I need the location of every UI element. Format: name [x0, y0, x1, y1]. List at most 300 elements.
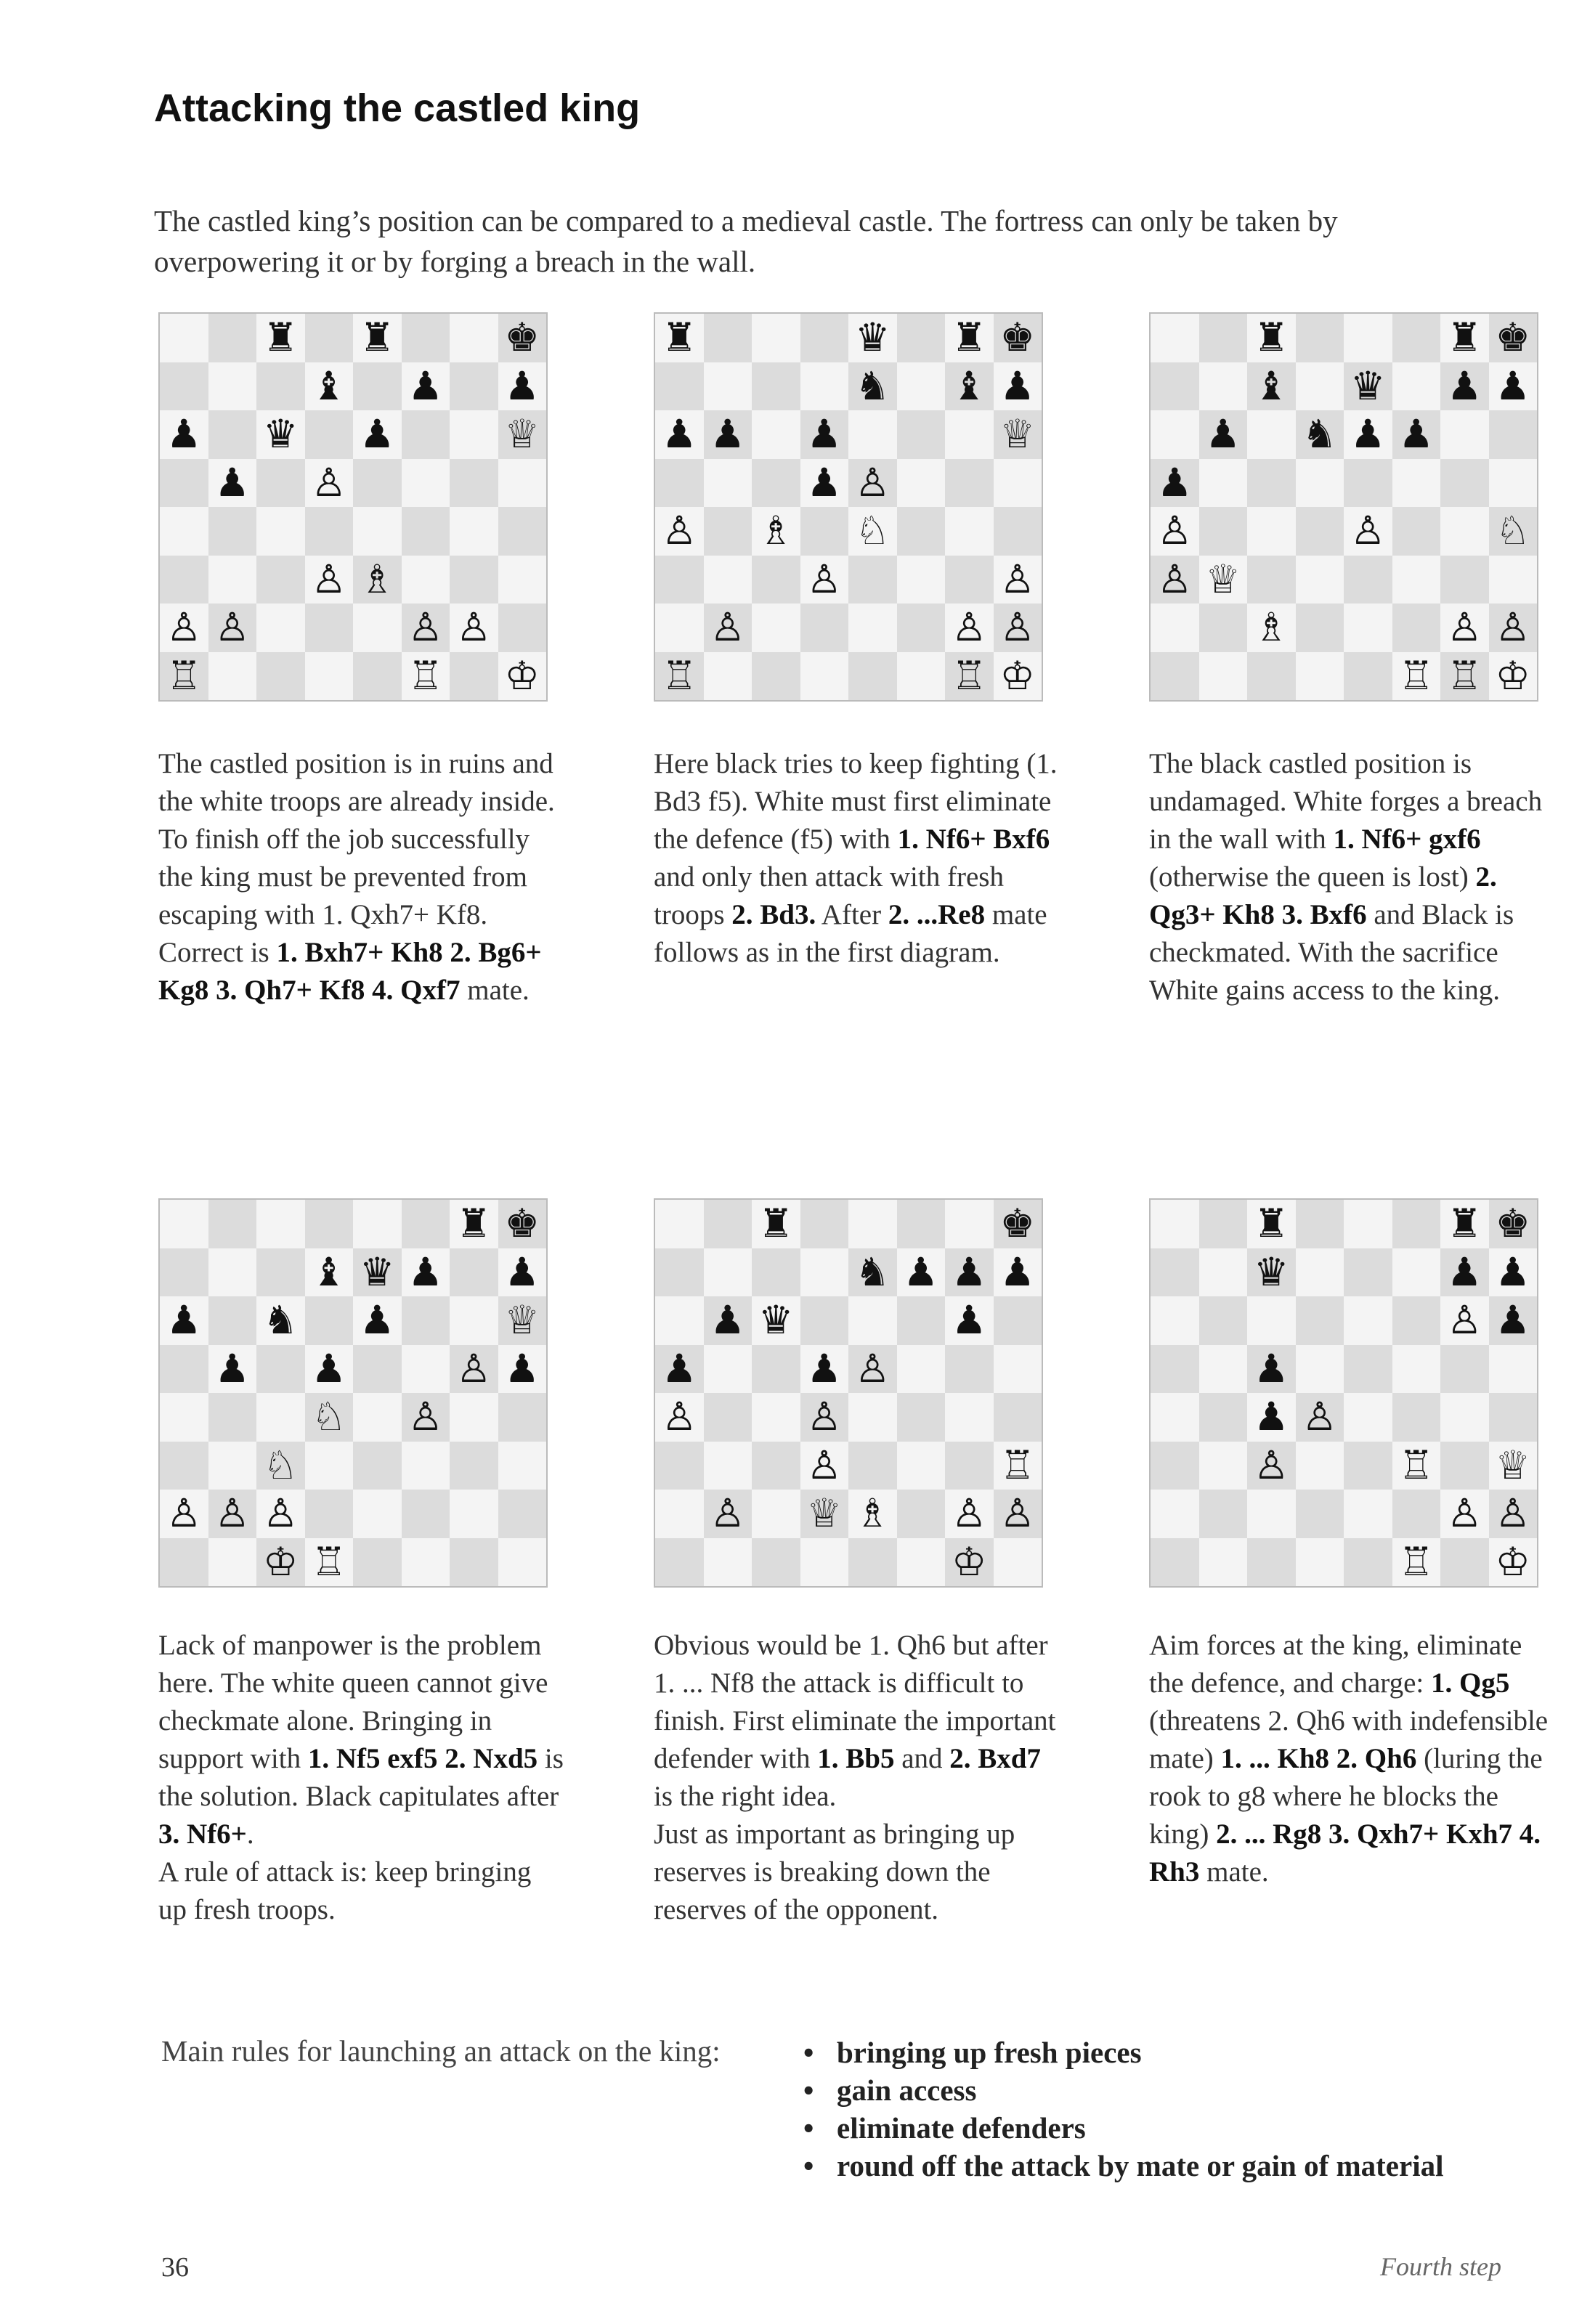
- board-square: [160, 410, 208, 459]
- board-square: [800, 1490, 849, 1538]
- board-square: [897, 459, 946, 508]
- board-square: [402, 362, 450, 411]
- board-square: [1440, 362, 1489, 411]
- diagram-1-caption: The castled position is in ruins and the white troops are already inside. To finish off the job successfully the king must be prevented from escaping with 1. Qxh7+ Kf8. Correct is 1. Bxh7+ Kh8 2. Bg6+ Kg8 3. Qh7+ Kf8 4. Qxf7 mate.: [158, 748, 555, 1006]
- board-square: [1151, 652, 1199, 701]
- board-square: [160, 314, 208, 362]
- board-square: [752, 459, 800, 508]
- board-square: [353, 1296, 402, 1345]
- board-square: [994, 1442, 1042, 1490]
- board-square: [305, 1345, 354, 1394]
- board-square: [848, 459, 897, 508]
- board-square: [1344, 507, 1392, 556]
- black-pawn-icon: ♟: [1350, 411, 1386, 458]
- black-king-icon: ♚: [999, 1200, 1035, 1247]
- board-square: [353, 1248, 402, 1297]
- board-square: [1440, 604, 1489, 652]
- diagram-4-caption: Lack of manpower is the problem here. The white queen cannot give checkmate alone. Bringing in support with 1. Nf5 exf5 2. Nxd5 is the solution. Black capitulates after 3. Nf6+. A rule of attack is: keep bringing up fresh troops.: [158, 1630, 564, 1925]
- black-pawn-icon: ♟: [1398, 411, 1434, 458]
- board-square: [1344, 1393, 1392, 1442]
- white-pawn-icon: ♙: [214, 1490, 250, 1537]
- white-pawn-icon: ♙: [999, 604, 1035, 651]
- board-square: [256, 1248, 305, 1297]
- board-square: [704, 1345, 752, 1394]
- white-pawn-icon: ♙: [806, 1442, 842, 1488]
- board-square: [1296, 1538, 1344, 1587]
- board-square: [1151, 556, 1199, 604]
- black-rook-icon: ♜: [1254, 1200, 1289, 1247]
- black-pawn-icon: ♟: [806, 1345, 842, 1391]
- board-square: [450, 1296, 498, 1345]
- board-square: [1296, 604, 1344, 652]
- board-square: [1247, 1490, 1296, 1538]
- board-square: [305, 314, 354, 362]
- black-pawn-icon: ♟: [407, 362, 443, 409]
- board-square: [1489, 1393, 1538, 1442]
- board-square: [800, 362, 849, 411]
- board-square: [450, 314, 498, 362]
- board-square: [1199, 556, 1248, 604]
- white-rook-icon: ♖: [166, 652, 202, 699]
- board-square: [1247, 1200, 1296, 1248]
- black-rook-icon: ♜: [360, 314, 395, 361]
- white-pawn-icon: ♙: [311, 556, 346, 602]
- board-square: [1247, 1442, 1296, 1490]
- board-square: [1392, 1296, 1441, 1345]
- black-pawn-icon: ♟: [1254, 1345, 1289, 1391]
- black-pawn-icon: ♟: [166, 1297, 202, 1344]
- board-square: [402, 1490, 450, 1538]
- running-footer: Fourth step: [1380, 2252, 1501, 2281]
- board-square: [655, 1490, 704, 1538]
- board-square: [1489, 556, 1538, 604]
- board-square: [655, 556, 704, 604]
- rule-item: • eliminate defenders: [800, 2109, 1443, 2147]
- board-square: [208, 1200, 257, 1248]
- black-knight-icon: ♞: [855, 362, 891, 409]
- board-square: [402, 1296, 450, 1345]
- board-square: [655, 1296, 704, 1345]
- board-square: [208, 314, 257, 362]
- board-square: [1344, 1442, 1392, 1490]
- board-square: [402, 1345, 450, 1394]
- board-square: [160, 1393, 208, 1442]
- board-square: [848, 507, 897, 556]
- board-square: [994, 459, 1042, 508]
- board-square: [800, 1393, 849, 1442]
- board-square: [1296, 556, 1344, 604]
- board-square: [1296, 362, 1344, 411]
- board-square: [848, 1296, 897, 1345]
- board-square: [1151, 1296, 1199, 1345]
- board-square: [305, 1248, 354, 1297]
- white-queen-icon: ♕: [504, 1297, 540, 1344]
- board-square: [1344, 652, 1392, 701]
- board-square: [800, 1248, 849, 1297]
- board-square: [305, 1538, 354, 1587]
- chess-diagram-4: [158, 1198, 548, 1588]
- board-square: [160, 1442, 208, 1490]
- board-square: [994, 314, 1042, 362]
- white-pawn-icon: ♙: [407, 1394, 443, 1440]
- board-square: [704, 1490, 752, 1538]
- board-square: [353, 1442, 402, 1490]
- board-square: [704, 1442, 752, 1490]
- board-square: [160, 1248, 208, 1297]
- board-square: [256, 1538, 305, 1587]
- board-square: [1247, 604, 1296, 652]
- white-pawn-icon: ♙: [1447, 1490, 1482, 1537]
- board-square: [1151, 604, 1199, 652]
- black-pawn-icon: ♟: [504, 1248, 540, 1295]
- white-rook-icon: ♖: [952, 652, 987, 699]
- black-pawn-icon: ♟: [806, 411, 842, 458]
- board-square: [256, 1345, 305, 1394]
- board-square: [498, 362, 547, 411]
- chess-diagram-1: [158, 312, 548, 702]
- board-square: [353, 362, 402, 411]
- rules-list: [800, 2033, 1443, 2185]
- board-square: [848, 604, 897, 652]
- white-pawn-icon: ♙: [855, 1345, 891, 1391]
- board-square: [994, 410, 1042, 459]
- board-square: [402, 410, 450, 459]
- board-square: [450, 652, 498, 701]
- board-square: [208, 1490, 257, 1538]
- board-square: [208, 1345, 257, 1394]
- board-square: [1151, 507, 1199, 556]
- board-square: [256, 556, 305, 604]
- board-square: [704, 507, 752, 556]
- board-square: [1247, 1345, 1296, 1394]
- black-king-icon: ♚: [999, 314, 1035, 361]
- white-pawn-icon: ♙: [1495, 1490, 1530, 1537]
- board-square: [1392, 1200, 1441, 1248]
- white-pawn-icon: ♙: [456, 604, 492, 651]
- white-pawn-icon: ♙: [456, 1345, 492, 1391]
- white-knight-icon: ♘: [263, 1442, 299, 1488]
- board-square: [945, 604, 994, 652]
- board-square: [160, 1296, 208, 1345]
- board-square: [256, 652, 305, 701]
- board-square: [402, 1538, 450, 1587]
- white-rook-icon: ♖: [999, 1442, 1035, 1488]
- board-square: [450, 507, 498, 556]
- board-square: [256, 1393, 305, 1442]
- board-square: [1440, 1393, 1489, 1442]
- board-square: [994, 604, 1042, 652]
- board-square: [945, 362, 994, 411]
- board-square: [1151, 1200, 1199, 1248]
- board-square: [1199, 314, 1248, 362]
- white-knight-icon: ♘: [1495, 508, 1530, 554]
- black-pawn-icon: ♟: [1447, 1248, 1482, 1295]
- board-square: [1489, 1248, 1538, 1297]
- black-queen-icon: ♛: [758, 1297, 794, 1344]
- board-square: [752, 1248, 800, 1297]
- black-queen-icon: ♛: [855, 314, 891, 361]
- board-square: [1392, 1345, 1441, 1394]
- board-square: [945, 556, 994, 604]
- board-square: [704, 459, 752, 508]
- board-square: [994, 652, 1042, 701]
- black-king-icon: ♚: [504, 1200, 540, 1247]
- black-knight-icon: ♞: [263, 1297, 299, 1344]
- rule-item: • gain access: [800, 2071, 1443, 2109]
- board-square: [1296, 652, 1344, 701]
- board-square: [498, 1248, 547, 1297]
- black-king-icon: ♚: [1495, 314, 1530, 361]
- board-square: [450, 1345, 498, 1394]
- board-square: [256, 362, 305, 411]
- board-square: [848, 556, 897, 604]
- black-queen-icon: ♛: [360, 1248, 395, 1295]
- board-square: [848, 1442, 897, 1490]
- board-square: [704, 1248, 752, 1297]
- board-square: [752, 604, 800, 652]
- board-square: [208, 556, 257, 604]
- white-king-icon: ♔: [263, 1538, 299, 1585]
- board-square: [704, 556, 752, 604]
- board-square: [1489, 1538, 1538, 1587]
- white-knight-icon: ♘: [855, 508, 891, 554]
- board-square: [160, 556, 208, 604]
- board-square: [498, 1200, 547, 1248]
- board-square: [897, 410, 946, 459]
- board-square: [752, 1200, 800, 1248]
- board-square: [1440, 1538, 1489, 1587]
- board-square: [208, 459, 257, 508]
- board-square: [1199, 459, 1248, 508]
- black-pawn-icon: ♟: [999, 362, 1035, 409]
- white-rook-icon: ♖: [662, 652, 697, 699]
- board-square: [897, 556, 946, 604]
- board-square: [353, 1490, 402, 1538]
- diagram-2-caption: Here black tries to keep fighting (1. Bd3 f5). White must first eliminate the defence (f5) with 1. Nf6+ Bxf6 and only then attack with fresh troops 2. Bd3. After 2. ...Re8 mate follows as in the first diagram.: [654, 748, 1058, 968]
- board-square: [704, 410, 752, 459]
- board-square: [256, 314, 305, 362]
- board-square: [305, 1200, 354, 1248]
- diagram-5-caption: Obvious would be 1. Qh6 but after 1. ... Nf8 the attack is difficult to finish. First eliminate the important defender with 1. Bb5 and 2. Bxd7 is the right idea. Just as important as bringing up reserves is breaking down the reserves of the opponent.: [654, 1630, 1056, 1925]
- black-pawn-icon: ♟: [903, 1248, 938, 1295]
- board-square: [1151, 314, 1199, 362]
- board-square: [800, 1200, 849, 1248]
- white-pawn-icon: ♙: [166, 604, 202, 651]
- diagram-6-caption: Aim forces at the king, eliminate the defence, and charge: 1. Qg5 (threatens 2. Qh6 with indefensible mate) 1. ... Kh8 2. Qh6 (luring the rook to g8 where he blocks the king) 2. ... Rg8 3. Qxh7+ Kxh7 4. Rh3 mate.: [1149, 1630, 1549, 1888]
- board-square: [256, 1296, 305, 1345]
- board-square: [1344, 1490, 1392, 1538]
- board-square: [498, 459, 547, 508]
- board-square: [353, 507, 402, 556]
- board-square: [402, 556, 450, 604]
- board-square: [752, 314, 800, 362]
- black-bishop-icon: ♝: [311, 362, 346, 409]
- board-square: [994, 1490, 1042, 1538]
- black-king-icon: ♚: [1495, 1200, 1530, 1247]
- board-square: [655, 1248, 704, 1297]
- black-pawn-icon: ♟: [166, 411, 202, 458]
- board-square: [945, 314, 994, 362]
- board-square: [655, 362, 704, 411]
- board-square: [945, 1490, 994, 1538]
- board-square: [752, 362, 800, 411]
- board-square: [256, 1490, 305, 1538]
- board-square: [450, 1538, 498, 1587]
- board-square: [704, 1200, 752, 1248]
- board-square: [402, 314, 450, 362]
- board-square: [1392, 507, 1441, 556]
- black-queen-icon: ♛: [263, 411, 299, 458]
- white-pawn-icon: ♙: [1495, 604, 1530, 651]
- board-square: [897, 1442, 946, 1490]
- board-square: [353, 314, 402, 362]
- black-pawn-icon: ♟: [710, 1297, 745, 1344]
- white-king-icon: ♔: [1495, 1538, 1530, 1585]
- white-king-icon: ♔: [999, 652, 1035, 699]
- board-square: [402, 604, 450, 652]
- board-square: [655, 604, 704, 652]
- board-square: [208, 410, 257, 459]
- board-square: [704, 652, 752, 701]
- board-square: [450, 1393, 498, 1442]
- board-square: [800, 1345, 849, 1394]
- board-square: [945, 507, 994, 556]
- chess-diagram-2: [654, 312, 1043, 702]
- board-square: [1440, 1248, 1489, 1297]
- board-square: [655, 459, 704, 508]
- board-square: [353, 652, 402, 701]
- board-square: [1151, 410, 1199, 459]
- board-square: [1440, 1296, 1489, 1345]
- black-pawn-icon: ♟: [311, 1345, 346, 1391]
- board-square: [1199, 1296, 1248, 1345]
- board-square: [1247, 362, 1296, 411]
- black-pawn-icon: ♟: [360, 1297, 395, 1344]
- board-square: [994, 1200, 1042, 1248]
- board-square: [752, 1490, 800, 1538]
- white-pawn-icon: ♙: [1157, 508, 1193, 554]
- board-square: [1344, 362, 1392, 411]
- board-square: [800, 556, 849, 604]
- board-square: [945, 1200, 994, 1248]
- black-rook-icon: ♜: [456, 1200, 492, 1247]
- board-square: [208, 1393, 257, 1442]
- black-queen-icon: ♛: [1254, 1248, 1289, 1295]
- rule-item: • bringing up fresh pieces: [800, 2033, 1443, 2071]
- chess-diagram-5: [654, 1198, 1043, 1588]
- white-queen-icon: ♕: [999, 411, 1035, 458]
- board-square: [1151, 1248, 1199, 1297]
- board-square: [1296, 1248, 1344, 1297]
- board-square: [1344, 459, 1392, 508]
- board-square: [1296, 1200, 1344, 1248]
- board-square: [848, 1393, 897, 1442]
- diagram-3-caption: The black castled position is undamaged. White forges a breach in the wall with 1. Nf6+ gxf6 (otherwise the queen is lost) 2. Qg3+ Kh8 3. Bxf6 and Black is checkmated. With the sacrifice White gains access to the king.: [1149, 748, 1543, 1006]
- white-pawn-icon: ♙: [952, 604, 987, 651]
- board-square: [655, 507, 704, 556]
- board-square: [945, 1393, 994, 1442]
- white-king-icon: ♔: [1495, 652, 1530, 699]
- board-square: [450, 556, 498, 604]
- board-square: [498, 314, 547, 362]
- black-rook-icon: ♜: [263, 314, 299, 361]
- black-pawn-icon: ♟: [1254, 1394, 1289, 1440]
- board-square: [450, 410, 498, 459]
- board-square: [402, 459, 450, 508]
- black-pawn-icon: ♟: [806, 459, 842, 505]
- board-square: [752, 556, 800, 604]
- board-square: [1440, 1490, 1489, 1538]
- board-square: [305, 362, 354, 411]
- black-pawn-icon: ♟: [407, 1248, 443, 1295]
- board-square: [256, 1200, 305, 1248]
- white-pawn-icon: ♙: [407, 604, 443, 651]
- board-square: [1344, 314, 1392, 362]
- black-pawn-icon: ♟: [710, 411, 745, 458]
- board-square: [305, 1490, 354, 1538]
- board-square: [1392, 1442, 1441, 1490]
- black-pawn-icon: ♟: [360, 411, 395, 458]
- board-square: [498, 1296, 547, 1345]
- board-square: [160, 362, 208, 411]
- board-square: [945, 652, 994, 701]
- board-square: [800, 1538, 849, 1587]
- board-square: [1392, 604, 1441, 652]
- board-square: [752, 1296, 800, 1345]
- white-queen-icon: ♕: [1205, 556, 1241, 602]
- board-square: [1247, 459, 1296, 508]
- board-square: [655, 1538, 704, 1587]
- board-square: [498, 604, 547, 652]
- board-square: [800, 604, 849, 652]
- black-rook-icon: ♜: [758, 1200, 794, 1247]
- board-square: [1392, 459, 1441, 508]
- white-bishop-icon: ♗: [758, 508, 794, 554]
- board-square: [353, 556, 402, 604]
- black-pawn-icon: ♟: [504, 362, 540, 409]
- white-bishop-icon: ♗: [855, 1490, 891, 1537]
- board-square: [800, 507, 849, 556]
- board-square: [450, 1442, 498, 1490]
- board-square: [800, 410, 849, 459]
- board-square: [752, 1345, 800, 1394]
- board-square: [353, 410, 402, 459]
- black-pawn-icon: ♟: [662, 411, 697, 458]
- black-king-icon: ♚: [504, 314, 540, 361]
- board-square: [1199, 1442, 1248, 1490]
- board-square: [353, 459, 402, 508]
- board-square: [945, 1296, 994, 1345]
- black-pawn-icon: ♟: [1205, 411, 1241, 458]
- board-square: [256, 507, 305, 556]
- board-square: [945, 410, 994, 459]
- board-square: [1296, 410, 1344, 459]
- board-square: [1392, 314, 1441, 362]
- board-square: [848, 652, 897, 701]
- black-bishop-icon: ♝: [952, 362, 987, 409]
- white-pawn-icon: ♙: [710, 604, 745, 651]
- white-queen-icon: ♕: [504, 411, 540, 458]
- board-square: [800, 314, 849, 362]
- board-square: [897, 1538, 946, 1587]
- board-square: [160, 1200, 208, 1248]
- board-square: [1199, 362, 1248, 411]
- board-square: [1296, 459, 1344, 508]
- board-square: [1151, 1442, 1199, 1490]
- board-square: [1247, 410, 1296, 459]
- board-square: [1489, 1345, 1538, 1394]
- white-rook-icon: ♖: [1398, 1538, 1434, 1585]
